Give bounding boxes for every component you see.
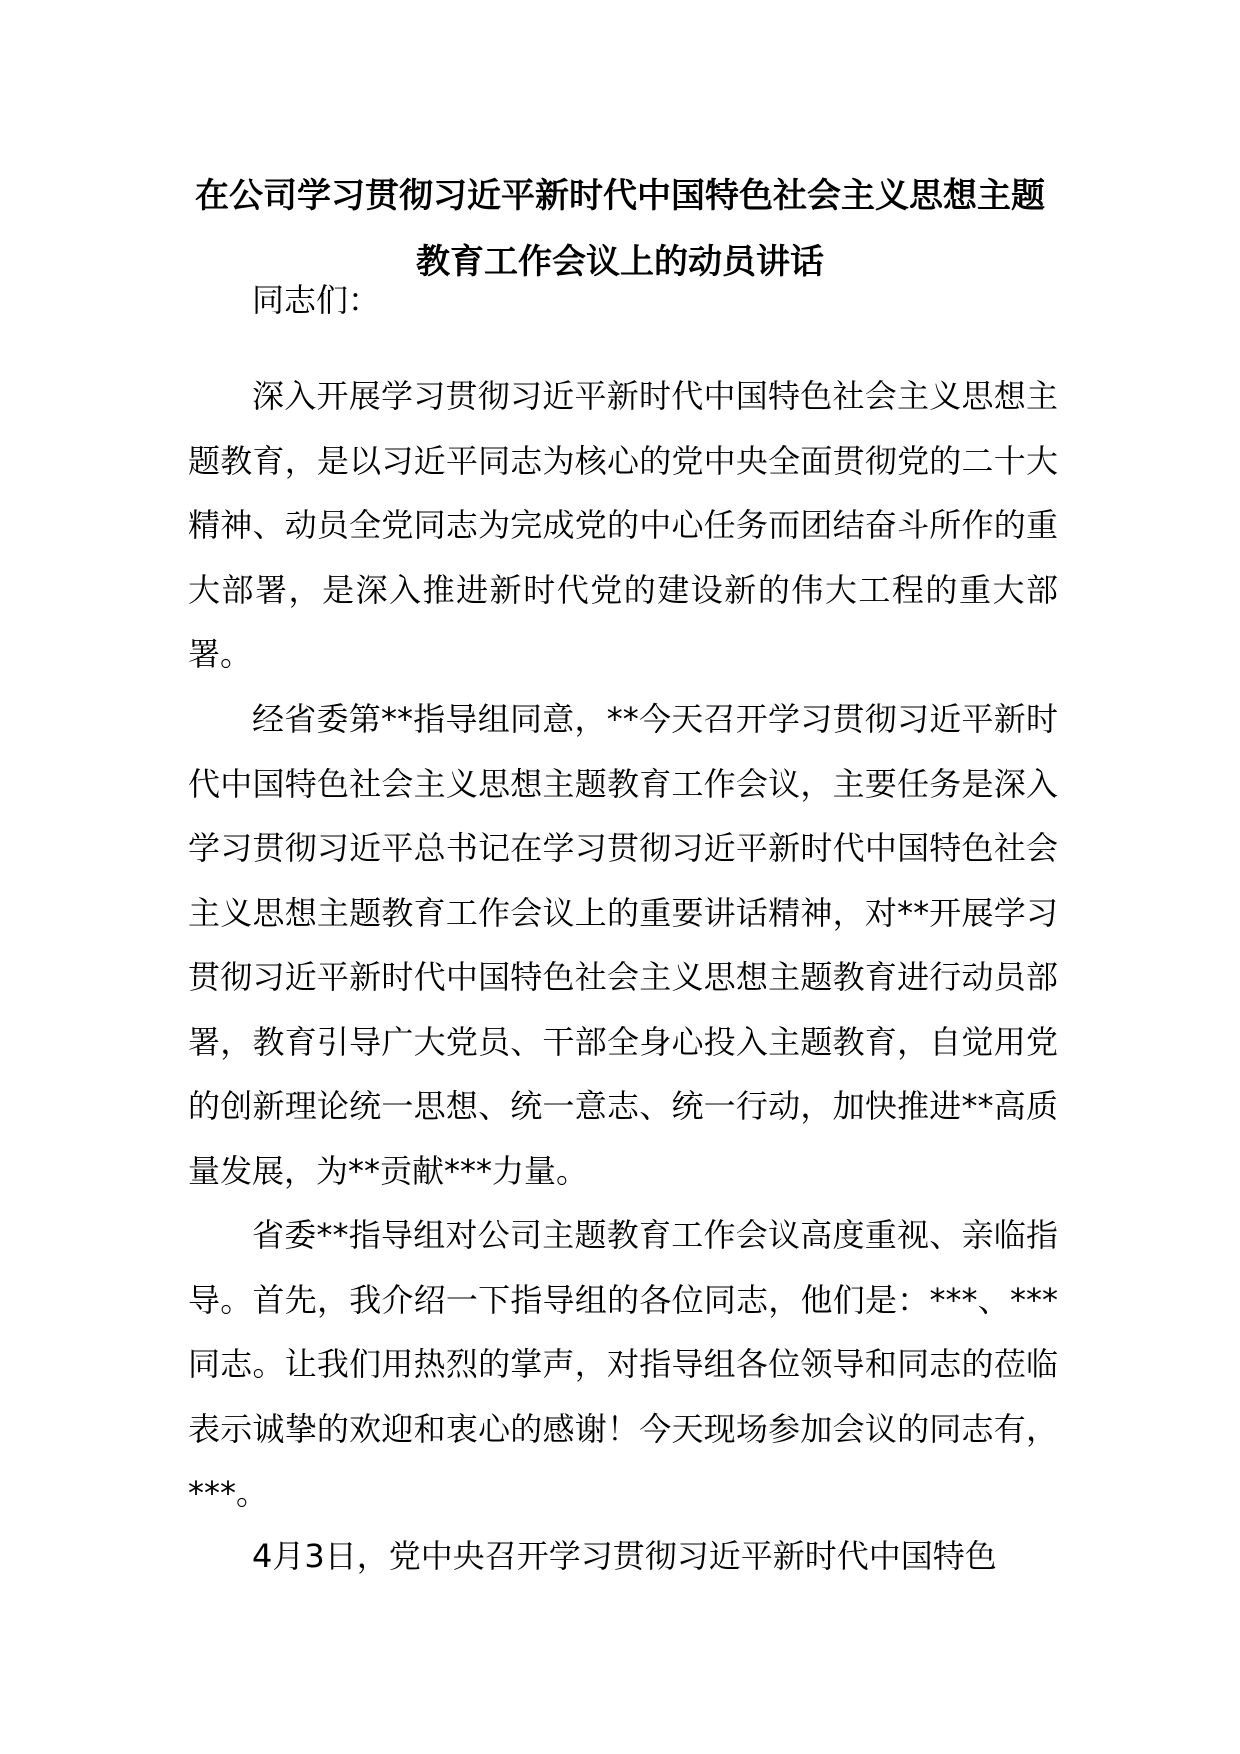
document-title-line-1: 在公司学习贯彻习近平新时代中国特色社会主义思想主题 <box>195 176 1045 216</box>
paragraph-4: 4月3日，党中央召开学习贯彻习近平新时代中国特色 <box>252 1537 997 1575</box>
paragraph-2: 经省委第**指导组同意，**今天召开学习贯彻习近平新时代中国特色社会主义思想主题教育工作会议，主要任务是深入学习贯彻习近平总书记在学习贯彻习近平新时代中国特色社会主义思想主题教育工作会议上的重要讲话精神，对**开展学习贯彻习近平新时代中国特色社会主义思想主题教育进行动员部署，教育引导广大党员、干部全身心投入主题教育，自觉用党的创新理论统一思想、统一意志、统一行动，加快推进**高质量发展，为**贡献***力量。 <box>188 700 1058 1190</box>
paragraph-1: 深入开展学习贯彻习近平新时代中国特色社会主义思想主题教育，是以习近平同志为核心的党中央全面贯彻党的二十大精神、动员全党同志为完成党的中心任务而团结奋斗所作的重大部署，是深入推进新时代党的建设新的伟大工程的重大部署。 <box>188 377 1058 673</box>
salutation: 同志们： <box>252 281 381 319</box>
document-title-line-2: 教育工作会议上的动员讲话 <box>416 242 824 282</box>
paragraph-3: 省委**指导组对公司主题教育工作会议高度重视、亲临指导。首先，我介绍一下指导组的各位同志，他们是：***、***同志。让我们用热烈的掌声，对指导组各位领导和同志的莅临表示诚挚的欢迎和衷心的感谢！今天现场参加会议的同志有，***。 <box>188 1216 1058 1512</box>
